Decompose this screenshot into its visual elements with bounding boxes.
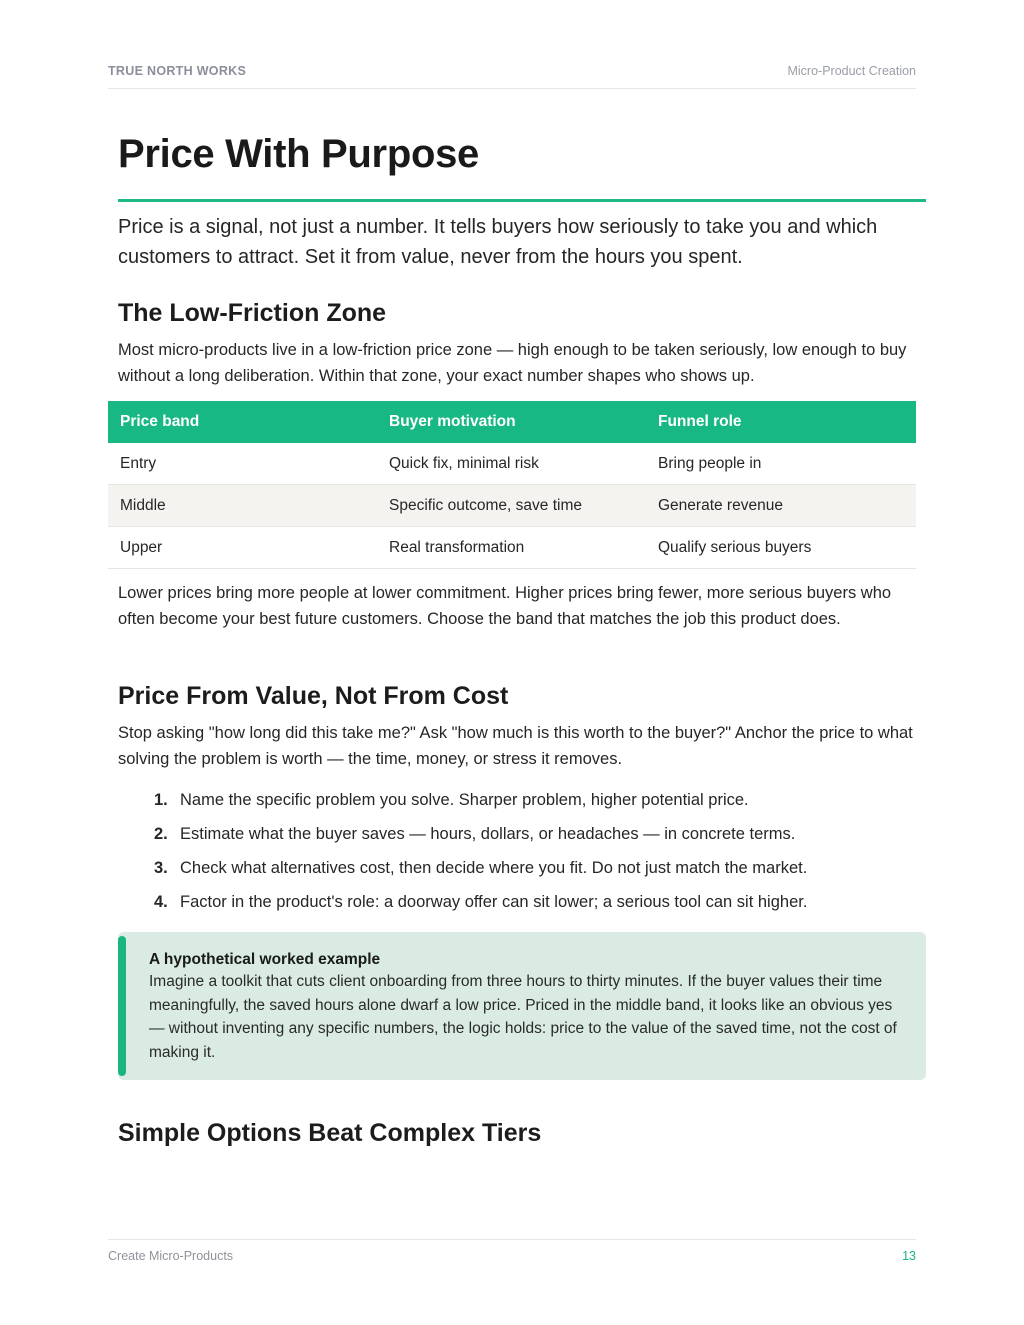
table-followup-paragraph: Lower prices bring more people at lower commitment. Higher prices bring fewer, more serious buyers who often become your best future customers. Choose the band that matches the job this product does. [118,584,892,628]
table-cell: Quick fix, minimal risk [377,443,646,485]
callout-text: Imagine a toolkit that cuts client onboarding from three hours to thirty minutes. If the buyer values their time meaningfully, the saved hours alone dwarf a low price. Priced in the middle band, it looks like an obvious yes — without inventing any specific numbers, the logic holds: price to the value of the saved time, not the cost of making it. [149,973,897,1061]
step-text: Estimate what the buyer saves — hours, dollars, or headaches — in concrete terms. [180,825,796,843]
list-item [154,783,926,817]
step-text: Check what alternatives cost, then decide where you fit. Do not just match the market. [180,859,808,877]
table-cell: Middle [108,485,377,527]
section-heading-simple-options: Simple Options Beat Complex Tiers [118,1119,542,1147]
section-intro-low-friction: Most micro-products live in a low-friction price zone — high enough to be taken seriously, low enough to buy without a long deliberation. Within that zone, your exact number shapes who shows up. [118,341,907,385]
table-cell: Entry [108,443,377,485]
table-cell: Bring people in [646,443,916,485]
section-value-pricing [118,682,926,919]
lead-paragraph: Price is a signal, not just a number. It tells buyers how seriously to take you and which customers to attract. Set it from value, never from the hours you spent. [118,216,878,268]
page-header [108,64,916,89]
step-number: 4. [154,893,168,911]
table-cell: Specific outcome, save time [377,485,646,527]
table-cell: Real transformation [377,527,646,569]
page-number: 13 [902,1249,916,1263]
table-header-row [108,401,916,443]
page-content [118,132,926,1147]
step-number: 2. [154,825,168,843]
step-number: 1. [154,791,168,809]
table-row [108,527,916,569]
section-intro-value: Stop asking "how long did this take me?" Ask "how much is this worth to the buyer?" Anchor the price to what solving the problem is worth — the time, money, or stress it removes. [118,724,913,768]
document-title: Micro-Product Creation [787,64,916,78]
table-cell: Qualify serious buyers [646,527,916,569]
table-row [108,443,916,485]
footer-book-title: Create Micro-Products [108,1249,234,1263]
callout-accent-bar [118,936,126,1076]
step-text: Name the specific problem you solve. Sharper problem, higher potential price. [180,791,749,809]
step-number: 3. [154,859,168,877]
section-heading-value: Price From Value, Not From Cost [118,682,509,710]
step-text: Factor in the product's role: a doorway offer can sit lower; a serious tool can sit higher. [180,893,808,911]
list-item [154,851,926,885]
table-cell: Generate revenue [646,485,916,527]
section-heading-low-friction: The Low-Friction Zone [118,299,387,327]
table-cell: Upper [108,527,377,569]
column-header: Price band [108,401,377,443]
list-item [154,885,926,919]
page-title: Price With Purpose [118,132,926,202]
pricing-steps-list [118,783,926,919]
column-header: Buyer motivation [377,401,646,443]
page-footer [108,1239,916,1263]
worked-example-callout [118,932,926,1080]
brand-name: TRUE NORTH WORKS [108,64,247,78]
column-header: Funnel role [646,401,916,443]
callout-title: A hypothetical worked example [149,951,381,968]
section-simple-options [118,1119,926,1148]
price-band-table [108,401,916,569]
table-row [108,485,916,527]
list-item [154,817,926,851]
